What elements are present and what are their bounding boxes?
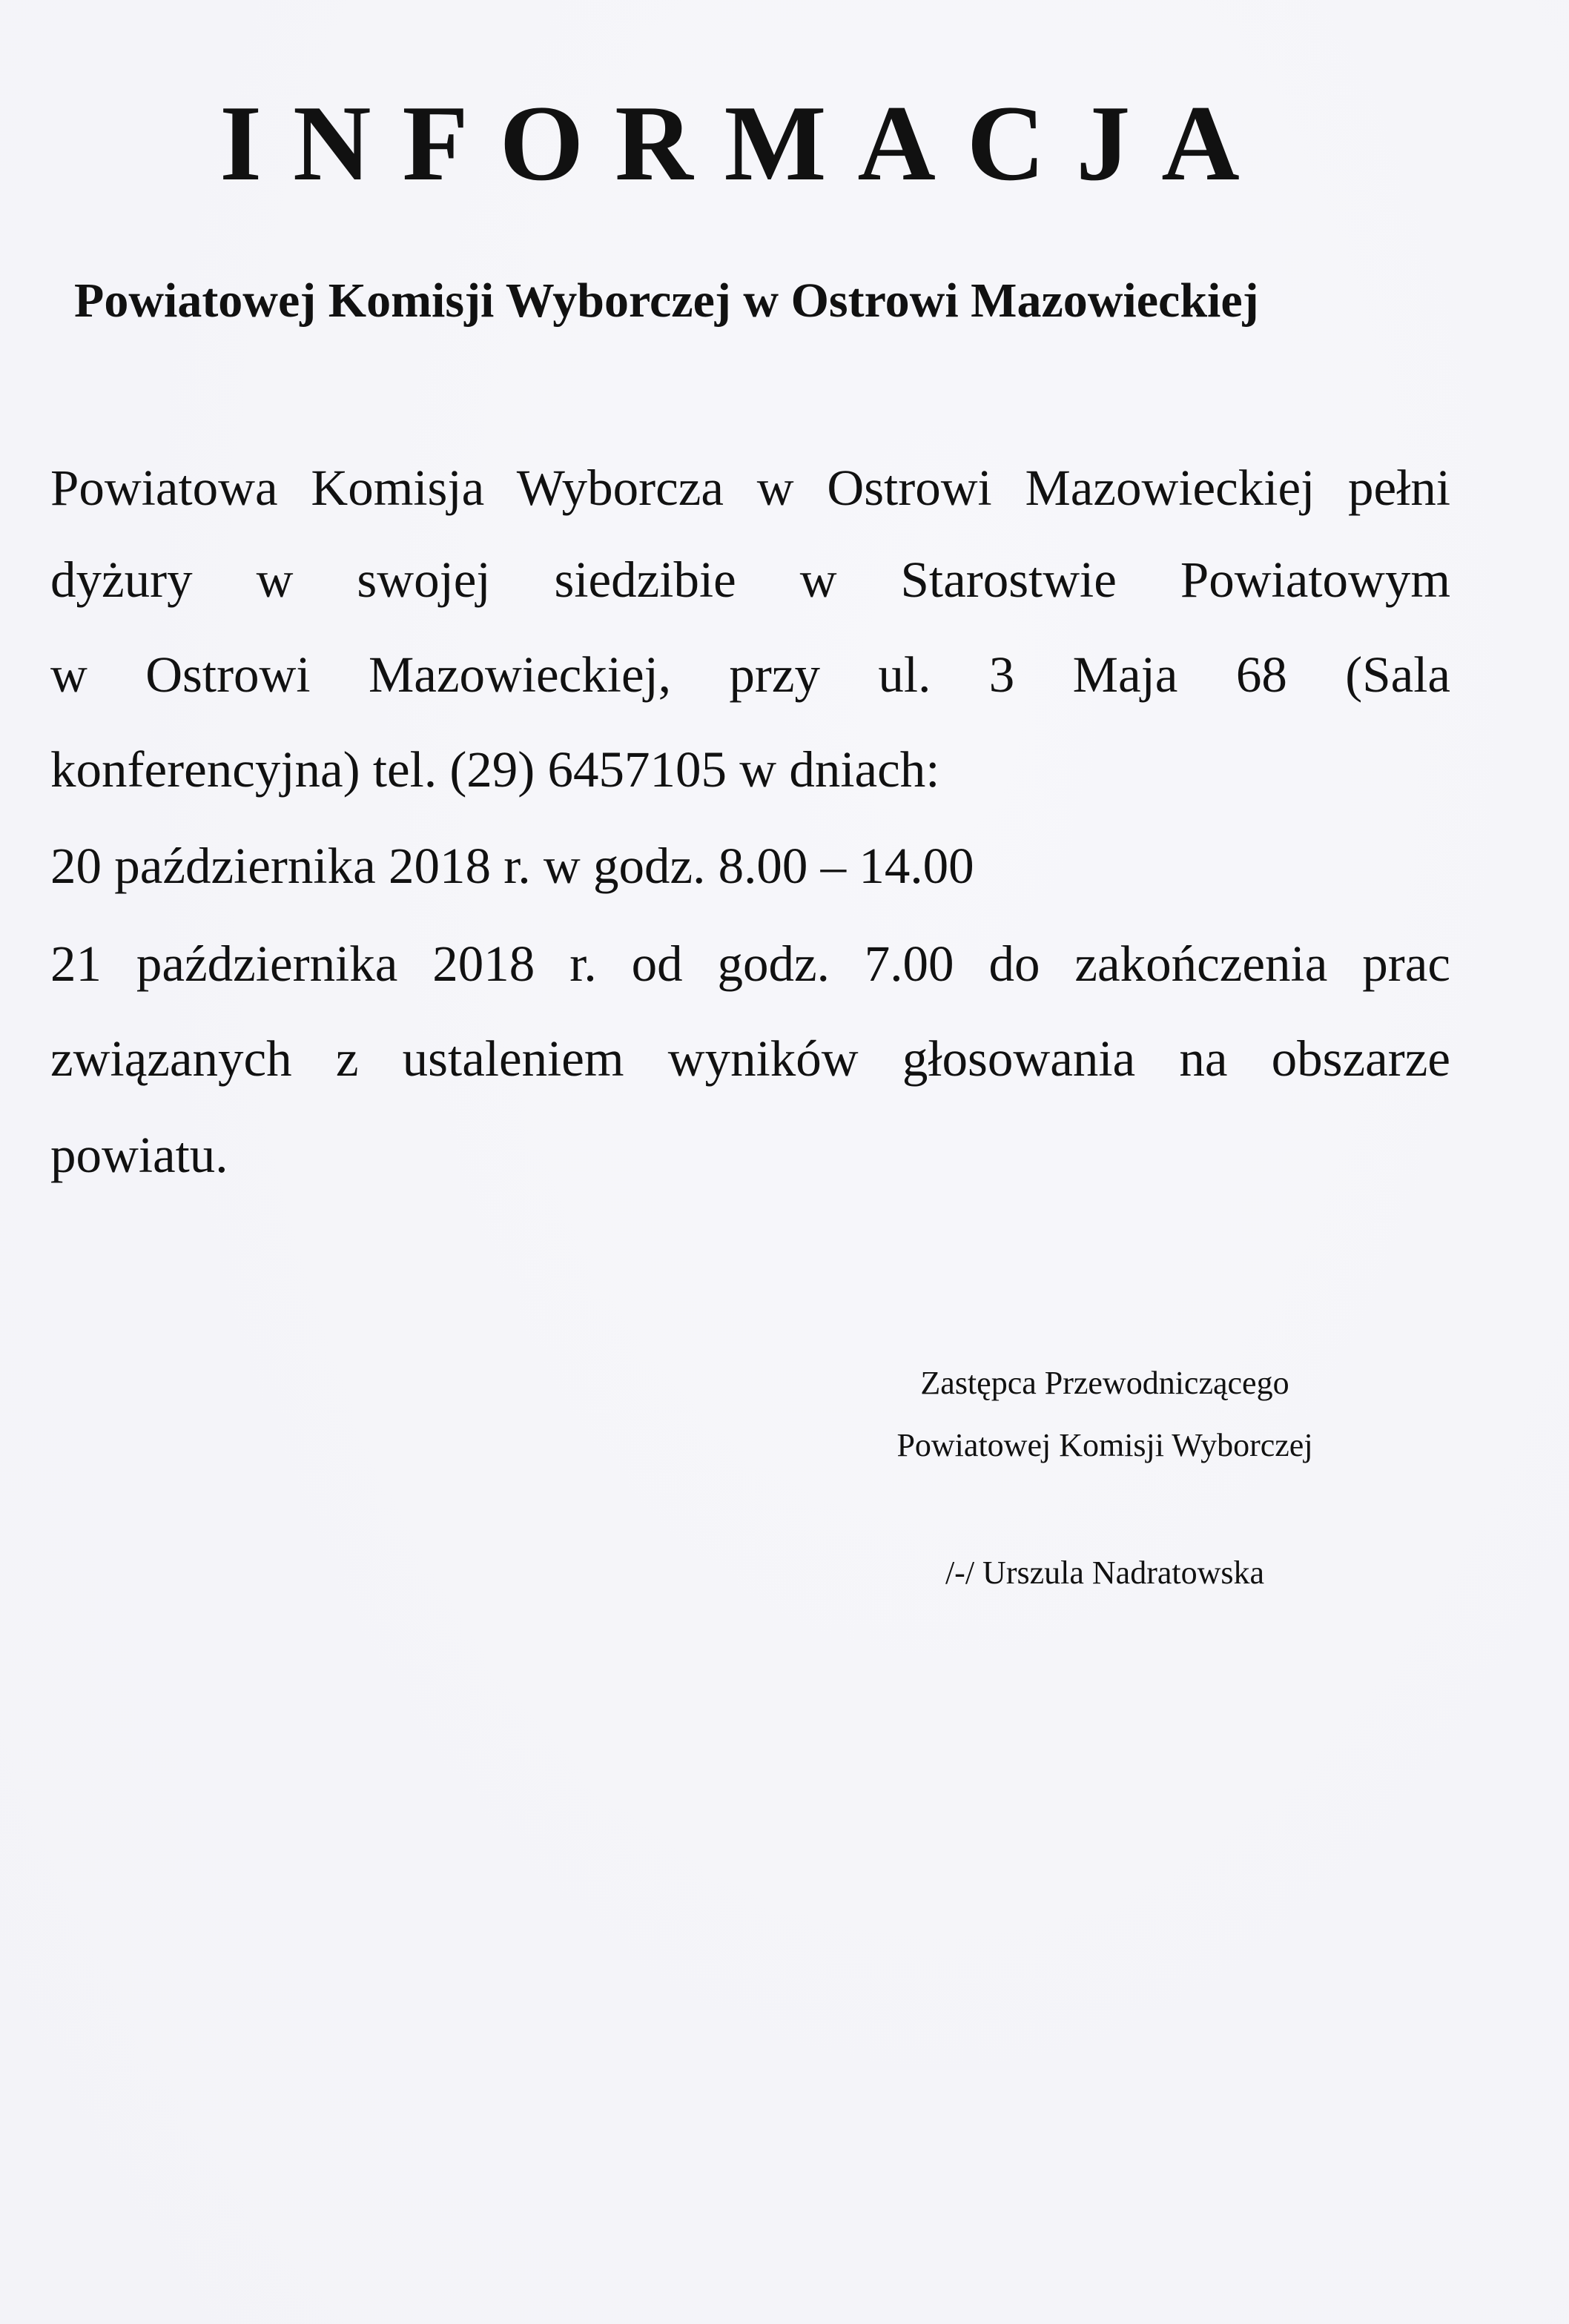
body-line: dyżury w swojej siedzibie w Starostwie Powiatowym	[50, 552, 1450, 608]
signature-name: /-/ Urszula Nadratowska	[945, 1555, 1265, 1591]
body-line: konferencyjna) tel. (29) 6457105 w dniach:	[50, 741, 940, 798]
body-line: związanych z ustaleniem wyników głosowania na obszarze	[50, 1030, 1450, 1087]
body-line: w Ostrowi Mazowieckiej, przy ul. 3 Maja 68 (Sala	[50, 646, 1450, 703]
signature-body: Powiatowej Komisji Wyborczej	[896, 1427, 1313, 1463]
body-line: 21 października 2018 r. od godz. 7.00 do zakończenia prac	[50, 936, 1450, 992]
signature-role: Zastępca Przewodniczącego	[920, 1365, 1289, 1401]
body-line: powiatu.	[50, 1127, 228, 1183]
body-line: 20 października 2018 r. w godz. 8.00 – 14.00	[50, 838, 974, 894]
document-title: INFORMACJA	[219, 83, 1271, 203]
document-subtitle: Powiatowej Komisji Wyborczej w Ostrowi Mazowieckiej	[74, 274, 1259, 328]
body-line: Powiatowa Komisja Wyborcza w Ostrowi Mazowieckiej pełni	[50, 460, 1450, 516]
